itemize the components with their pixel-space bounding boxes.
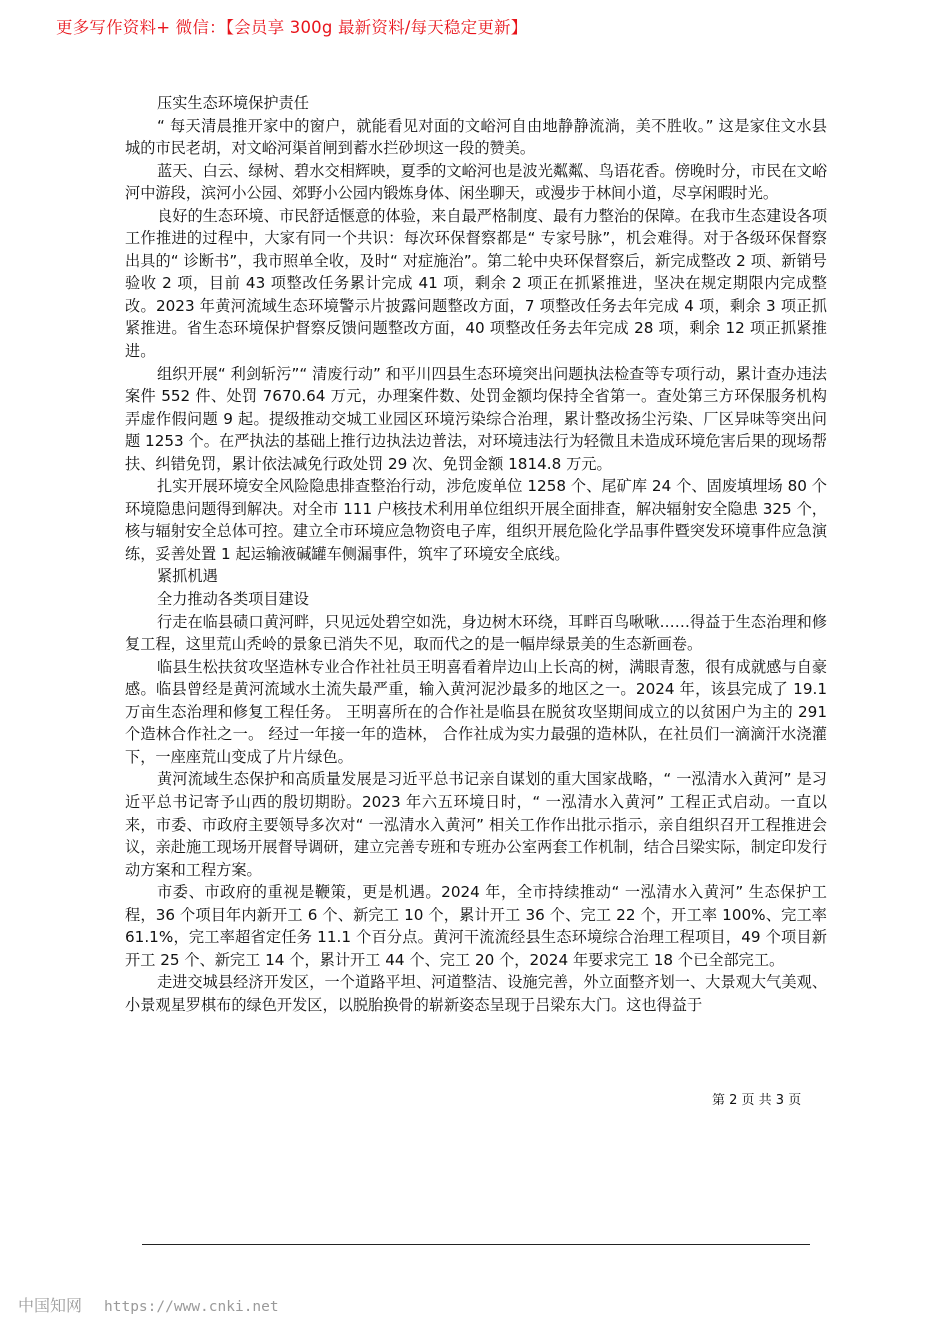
paragraph: “ 每天清晨推开家中的窗户，就能看见对面的文峪河自由地静静流淌，美不胜收。” 这是家住文水县城的市民老胡，对文峪河渠首闸到蓄水拦砂坝这一段的赞美。 bbox=[125, 116, 827, 158]
watermark-name: 中国知网 bbox=[18, 1296, 83, 1315]
page-number: 第 2 页 共 3 页 bbox=[712, 1093, 802, 1108]
watermark-url: https://www.cnki.net bbox=[104, 1299, 279, 1315]
promo-banner: 更多写作资料+ 微信：【会员享 300g 最新资料/每天稳定更新】 bbox=[56, 18, 528, 37]
paragraph: 黄河流域生态保护和高质量发展是习近平总书记亲自谋划的重大国家战略，“ 一泓清水入黄河” 是习近平总书记寄予山西的殷切期盼。2023 年六五环境日时，“ 一泓清水入黄河” 工程正式启动。一直以来，市委、市政府主要领导多次对“ 一泓清水入黄河” 相关工作作出批示指示，亲自组织召开工程推进会议，亲赴施工现场开展督导调研，建立完善专班和专班办公室两套工作机制，结合吕梁实际，制定印发行动方案和工程方案。 bbox=[125, 770, 827, 879]
paragraph: 临县生松扶贫攻坚造林专业合作社社员王明喜看着岸边山上长高的树，满眼青葱，很有成就感与自豪感。临县曾经是黄河流域水土流失最严重，输入黄河泥沙最多的地区之一。2024 年，该县完成了 19.1 万亩生态治理和修复工程任务。 王明喜所在的合作社是临县在脱贫攻坚期间成立的以贫困户为主的 291 个造林合作社之一。 经过一年接一年的造林， 合作社成为实力最强的造林队，在社员们一滴滴汗水浇灌下，一座座荒山变成了片片绿色。 bbox=[125, 657, 827, 766]
footer-divider bbox=[142, 1244, 810, 1245]
paragraph: 行走在临县碛口黄河畔，只见远处碧空如洗，身边树木环绕，耳畔百鸟啾啾……得益于生态治理和修复工程，这里荒山秃岭的景象已消失不见，取而代之的是一幅岸绿景美的生态新画卷。 bbox=[125, 612, 827, 654]
paragraph: 扎实开展环境安全风险隐患排查整治行动，涉危废单位 1258 个、尾矿库 24 个、固废填埋场 80 个环境隐患问题得到解决。对全市 111 户核技术利用单位组织开展全面排查，解决辐射安全隐患 325 个，核与辐射安全总体可控。建立全市环境应急物资电子库，组织开展危险化学品事件暨突发环境事件应急演练，妥善处置 1 起运输液碱罐车侧漏事件，筑牢了环境安全底线。 bbox=[125, 477, 827, 563]
paragraph: 市委、市政府的重视是鞭策，更是机遇。2024 年，全市持续推动“ 一泓清水入黄河” 生态保护工程，36 个项目年内新开工 6 个、新完工 10 个，累计开工 36 个、完工 22 个，开工率 100%、完工率 61.1%，完工率超省定任务 11.1 个百分点。黄河干流流经县生态环境综合治理工程项目，49 个项目新开工 25 个、新完工 14 个，累计开工 44 个、完工 20 个，2024 年要求完工 18 个已全部完工。 bbox=[125, 883, 827, 969]
section-heading: 压实生态环境保护责任 bbox=[157, 94, 309, 112]
paragraph: 蓝天、白云、绿树、碧水交相辉映，夏季的文峪河也是波光粼粼、鸟语花香。傍晚时分，市民在文峪河中游段，滨河小公园、郊野小公园内锻炼身体、闲坐聊天，或漫步于林间小道，尽享闲暇时光。 bbox=[125, 161, 827, 203]
article-body bbox=[125, 92, 827, 1016]
paragraph: 组织开展“ 利剑斩污”“ 清废行动” 和平川四县生态环境突出问题执法检查等专项行动，累计查办违法案件 552 件、处罚 7670.64 万元，办理案件数、处罚金额均保持全省第一。查处第三方环保服务机构弄虚作假问题 9 起。提级推动交城工业园区环境污染综合治理，累计整改扬尘污染、厂区异味等突出问题 1253 个。在严执法的基础上推行边执法边普法，对环境违法行为轻微且未造成环境危害后果的现场帮扶、纠错免罚，累计依法减免行政处罚 29 次、免罚金额 1814.8 万元。 bbox=[125, 364, 827, 473]
paragraph: 良好的生态环境、市民舒适惬意的体验，来自最严格制度、最有力整治的保障。在我市生态建设各项工作推进的过程中，大家有同一个共识：每次环保督察都是“ 专家号脉”，机会难得。对于各级环保督察出具的“ 诊断书”，我市照单全收，及时“ 对症施治”。第二轮中央环保督察后，新完成整改 2 项、新销号验收 2 项，目前 43 项整改任务累计完成 41 项，剩余 2 项正在抓紧推进，坚决在规定期限内完成整改。2023 年黄河流域生态环境警示片披露问题整改方面，7 项整改任务去年完成 4 项，剩余 3 项正抓紧推进。省生态环境保护督察反馈问题整改方面，40 项整改任务去年完成 28 项，剩余 12 项正抓紧推进。 bbox=[125, 206, 827, 361]
section-subheading: 全力推动各类项目建设 bbox=[157, 590, 309, 609]
cnki-watermark bbox=[18, 1293, 279, 1316]
section-heading: 紧抓机遇 bbox=[157, 567, 218, 586]
paragraph: 走进交城县经济开发区，一个道路平坦、河道整洁、设施完善，外立面整齐划一、大景观大气美观、小景观星罗棋布的绿色开发区，以脱胎换骨的崭新姿态呈现于吕梁东大门。这也得益于 bbox=[125, 973, 827, 1014]
